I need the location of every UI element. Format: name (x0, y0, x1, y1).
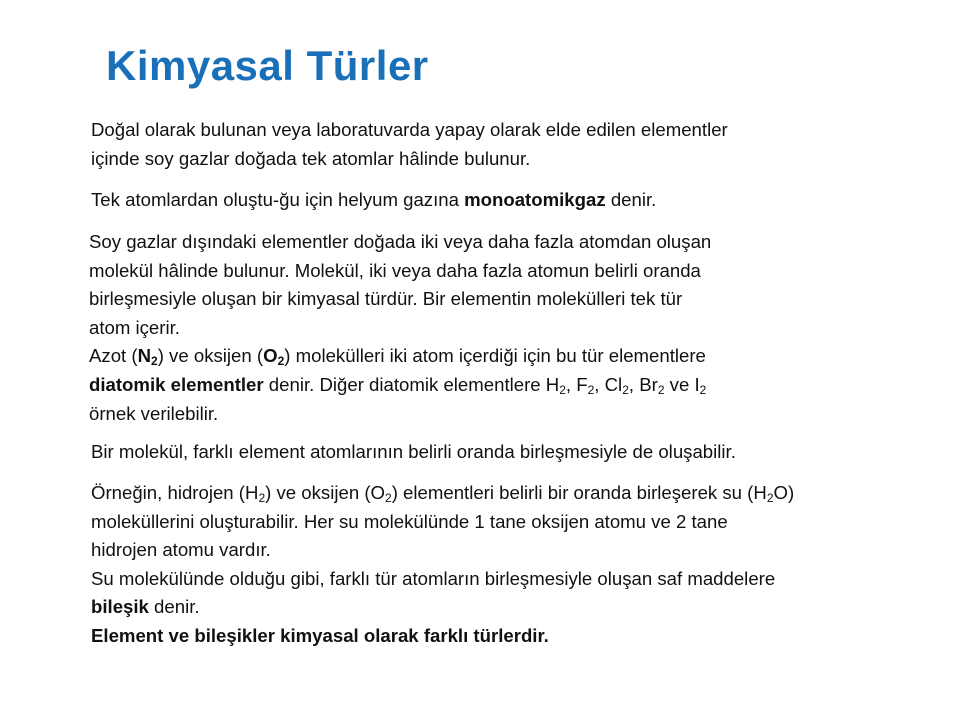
text-segment: ) ve oksijen ( (157, 345, 264, 367)
formula-n2 (137, 345, 158, 369)
text-segment: O) (773, 482, 795, 503)
text-segment: denir. Diğer diatomik elementlere H (263, 373, 560, 395)
subscript: 2 (657, 382, 665, 397)
text-line: Doğal olarak bulunan veya laboratuvarda yapay olarak elde edilen elementler (91, 119, 728, 140)
text-segment: Tek atomlardan oluştu-ğu için helyum gazına (91, 189, 465, 210)
subscript: 2 (277, 354, 285, 369)
text-line: Su molekülünde olduğu gibi, farklı tür atomların birleşmesiyle oluşan saf maddelere (91, 567, 776, 589)
text-line (91, 593, 794, 622)
text-segment: , F (565, 373, 588, 395)
text-segment: ve I (664, 373, 700, 395)
text-line: içinde soy gazlar doğada tek atomlar hâlinde bulunur. (91, 147, 531, 169)
text-segment: Azot ( (89, 345, 138, 367)
subscript: 2 (766, 491, 774, 505)
subscript: 2 (258, 491, 266, 505)
paragraph-molecule (91, 438, 736, 467)
text-segment: , Br (628, 373, 658, 395)
text-line: hidrojen atomu vardır. (91, 539, 271, 561)
paragraph-compound (91, 479, 794, 651)
subscript: 2 (559, 382, 566, 397)
text-line (89, 342, 711, 371)
text-line (91, 622, 794, 651)
text-line: molekül hâlinde bulunur. Molekül, iki veya daha fazla atomun belirli oranda (89, 259, 701, 281)
text-segment: ) elementleri belirli bir oranda birleşerek su (H (391, 482, 767, 503)
text-segment: denir. (148, 596, 200, 618)
text-segment: , Cl (594, 373, 623, 395)
text-line (89, 371, 711, 400)
text-line (91, 186, 656, 215)
text-segment: denir. (605, 189, 657, 210)
subscript: 2 (699, 382, 707, 397)
subscript: 2 (622, 382, 629, 397)
text-line: atom içerir. (89, 316, 180, 338)
text-line: Bir molekül, farklı element atomlarının belirli oranda birleşmesiyle de oluşabilir. (91, 441, 736, 462)
text-segment: ) ve oksijen (O (265, 482, 385, 503)
text-segment: Örneğin, hidrojen (H (91, 482, 259, 503)
element-symbol: O (263, 345, 278, 367)
paragraph-diatomic (89, 228, 711, 428)
text-line: örnek verilebilir. (89, 402, 219, 424)
text-line: moleküllerini oluşturabilir. Her su molekülünde 1 tane oksijen atomu ve 2 tane (91, 510, 728, 532)
text-line (91, 479, 794, 508)
slide-title: Kimyasal Türler (106, 42, 429, 89)
term-monoatomic-gas: monoatomikgaz (464, 189, 606, 210)
text-line: Soy gazlar dışındaki elementler doğada iki veya daha fazla atomdan oluşan (89, 231, 712, 252)
term-diatomic-elements: diatomik elementler (89, 373, 264, 395)
text-line: birleşmesiyle oluşan bir kimyasal türdür. Bir elementin molekülleri tek tür (89, 288, 683, 310)
paragraph-monoatomic (91, 186, 656, 215)
summary-statement: Element ve bileşikler kimyasal olarak farklı türlerdir. (91, 624, 549, 646)
term-compound: bileşik (91, 596, 149, 618)
paragraph-noble-gases (91, 116, 728, 173)
subscript: 2 (385, 491, 392, 505)
subscript: 2 (587, 382, 595, 397)
element-symbol: N (137, 345, 152, 367)
subscript: 2 (151, 354, 158, 369)
text-segment: ) molekülleri iki atom içerdiği için bu tür elementlere (284, 345, 706, 367)
formula-o2 (263, 345, 285, 369)
